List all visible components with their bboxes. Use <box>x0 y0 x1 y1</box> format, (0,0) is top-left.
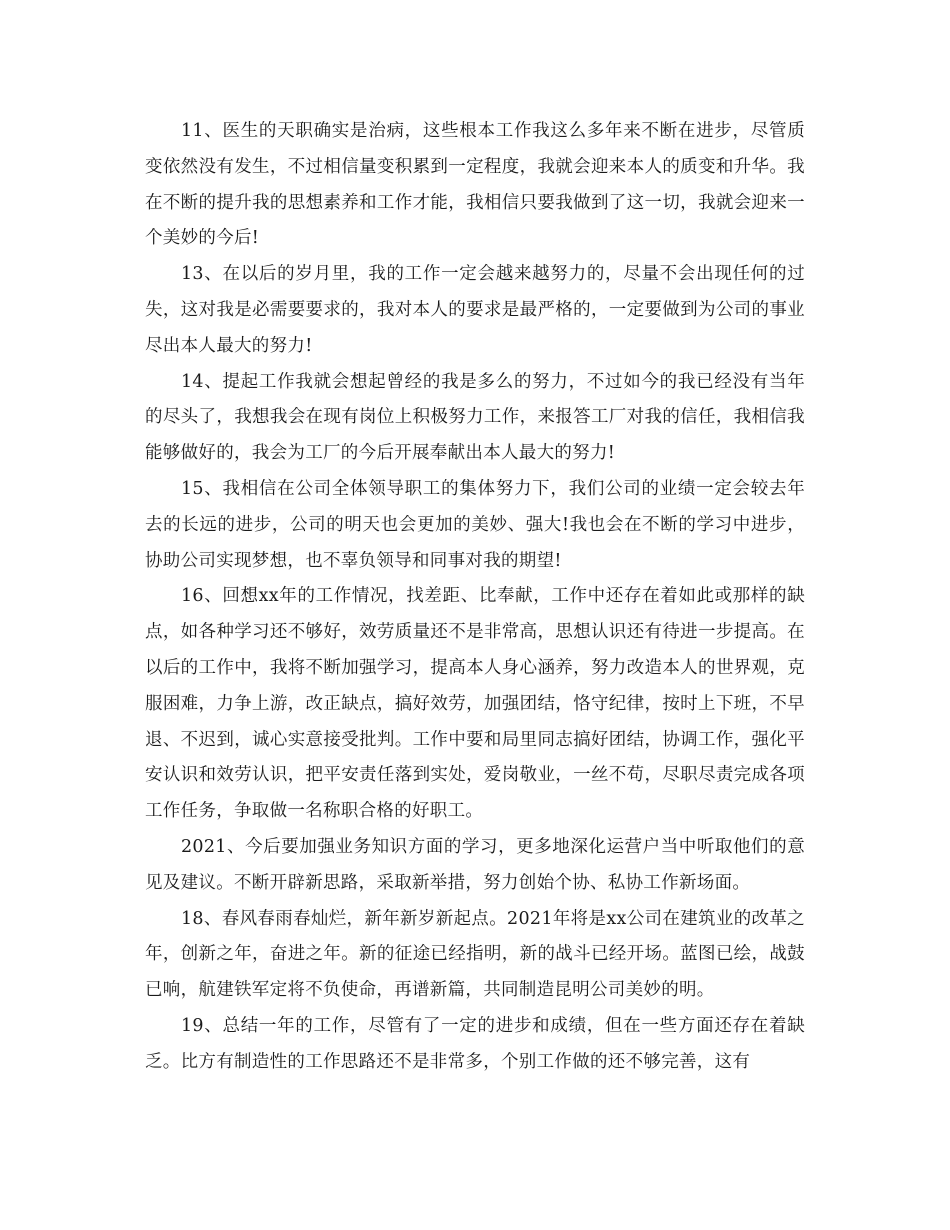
paragraph-2021: 2021、今后要加强业务知识方面的学习，更多地深化运营户当中听取他们的意见及建议。不断开辟新思路，采取新举措，努力创始个协、私协工作新场面。 <box>145 836 805 893</box>
document-body <box>145 114 805 1081</box>
paragraph-16: 16、回想xx年的工作情况，找差距、比奉献，工作中还存在着如此或那样的缺点，如各种学习还不够好，效劳质量还不是非常高，思想认识还有待进一步提高。在以后的工作中，我将不断加强学习，提高本人身心涵养，努力改造本人的世界观，克服困难，力争上游，改正缺点，搞好效劳，加强团结，恪守纪律，按时上下班，不早退、不迟到，诚心实意接受批判。工作中要和局里同志搞好团结，协调工作，强化平安认识和效劳认识，把平安责任落到实处，爱岗敬业，一丝不苟，尽职尽责完成各项工作任务，争取做一名称职合格的好职工。 <box>145 586 805 822</box>
paragraph-15: 15、我相信在公司全体领导职工的集体努力下，我们公司的业绩一定会较去年去的长远的进步，公司的明天也会更加的美妙、强大!我也会在不断的学习中进步，协助公司实现梦想，也不辜负领导和同事对我的期望! <box>145 478 805 571</box>
paragraph-18: 18、春风春雨春灿烂，新年新岁新起点。2021年将是xx公司在建筑业的改革之年，创新之年，奋进之年。新的征途已经指明，新的战斗已经开场。蓝图已绘，战鼓已响，航建铁军定将不负使命，再谱新篇，共同制造昆明公司美妙的明。 <box>145 908 805 1001</box>
paragraph-13: 13、在以后的岁月里，我的工作一定会越来越努力的，尽量不会出现任何的过失，这对我是必需要要求的，我对本人的要求是最严格的，一定要做到为公司的事业尽出本人最大的努力! <box>145 264 805 356</box>
paragraph-14: 14、提起工作我就会想起曾经的我是多么的努力，不过如今的我已经没有当年的尽头了，我想我会在现有岗位上积极努力工作，来报答工厂对我的信任，我相信我能够做好的，我会为工厂的今后开展奉献出本人最大的努力! <box>145 371 805 464</box>
paragraph-19: 19、总结一年的工作，尽管有了一定的进步和成绩，但在一些方面还存在着缺乏。比方有制造性的工作思路还不是非常多，个别工作做的还不够完善，这有 <box>145 1015 805 1072</box>
paragraph-11: 11、医生的天职确实是治病，这些根本工作我这么多年来不断在进步，尽管质变依然没有发生，不过相信量变积累到一定程度，我就会迎来本人的质变和升华。我在不断的提升我的思想素养和工作才能，我相信只要我做到了这一切，我就会迎来一个美妙的今后! <box>145 121 805 249</box>
